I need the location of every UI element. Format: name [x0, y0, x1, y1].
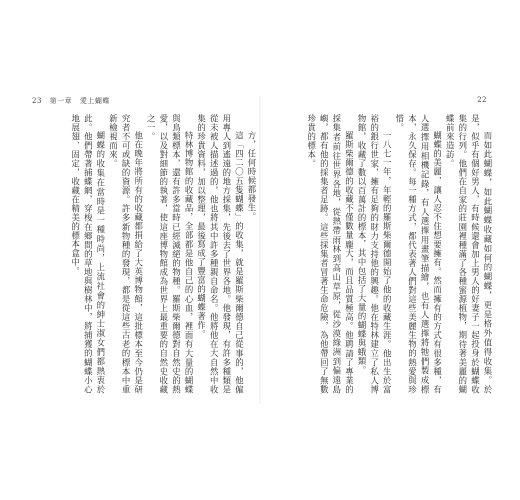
left-paragraph: 蝴蝶的收集在當時是一種時尚，上流社會的紳士淑女們都熱衷於此。他們帶著捕蝶網，穿梭在鄉間的草地與樹林中，將捕獲的蝴蝶小心地展翅、固定，收藏在精美的標本盒中。: [70, 114, 106, 394]
right-paragraph: 而如此蝴蝶，如此蝴蝶收藏如何的蝴蝶，更是格外值得收集。於是，似乎有個好男人，有時候還會加上男人的好妻子一起投身於蝴蝶收集的行列。他們在自家的莊園裡種滿了各種蜜源植物，期待著美麗的蝴蝶前來造訪。: [445, 114, 493, 394]
right-paragraph: 羅斯柴爾德的收藏不僅數量龐大，而且品質極高。他聘請了專業的採集者前往世界各地，從熱帶雨林到高山草原，從沙漠綠洲到偏遠島嶼，都有他的採集者足跡。這些採集者冒著生命危險，為他帶回了無數珍貴的標本。: [306, 114, 355, 394]
chapter-title: 愛上蝴蝶: [79, 97, 110, 105]
chapter-label: 第一章: [49, 97, 73, 105]
right-page-number: 22: [477, 96, 487, 104]
left-running-head: [32, 96, 115, 106]
right-paragraph: 一八七一年，年輕的羅斯柴爾德開始了他的收藏生涯。他出生於富裕的銀行世家，擁有足夠的財力支持他的興趣。他在特林建立了私人博物館，收藏了數以百萬計的標本，其中包括了大量的蝴蝶與蛾類。: [357, 114, 393, 394]
left-paragraph: 特林博物館的收藏品，全部都是他自己的心血，裡面有大量的蝴蝶與鳥類標本，還有許多當時已經滅絕的物種。羅斯柴爾德對自然史的熱愛，以及對細節的執著，使這座博物館成為世界上最重要的自然史收藏之一。: [146, 114, 195, 394]
right-page: [262, 96, 502, 400]
left-body-text: [32, 114, 258, 394]
left-page: [20, 97, 260, 400]
left-paragraph: 這「四二〇五隻蝴蝶」的收集，就是羅斯柴爾德自己從事的，他僱用專人到遙遠的地方採集，先後去了世界各地。他發現，有許多種類是從未被人描述過的，他也將其中許多種親自命名。他將他在大自然中收集的珍貴資料，加以整理，最後寫成了豐富的蝴蝶著作。: [196, 114, 245, 394]
right-body-text: [268, 114, 494, 394]
right-running-head: [477, 96, 492, 104]
left-paragraph: 方，任何時候都發生。: [247, 130, 257, 221]
book-gutter: [259, 96, 261, 404]
right-paragraph: 蝴蝶的美麗，讓人忍不住想要擁有。然而擁有的方式有很多種，有人選擇用相機記錄，有人選擇用畫筆描繪，也有人選擇將牠們製成標本，永久保存。每一種方式，都代表著人們對這些美麗生物的熱愛與珍惜。: [394, 114, 443, 394]
left-page-number: 23: [32, 97, 42, 105]
left-paragraph: 他在晚年將所有的收藏都捐給了大英博物館，這批標本至今仍是研究者不可或缺的資源。許多新物種的發現，都是從這些古老的標本中重新檢視而來。: [108, 114, 144, 394]
